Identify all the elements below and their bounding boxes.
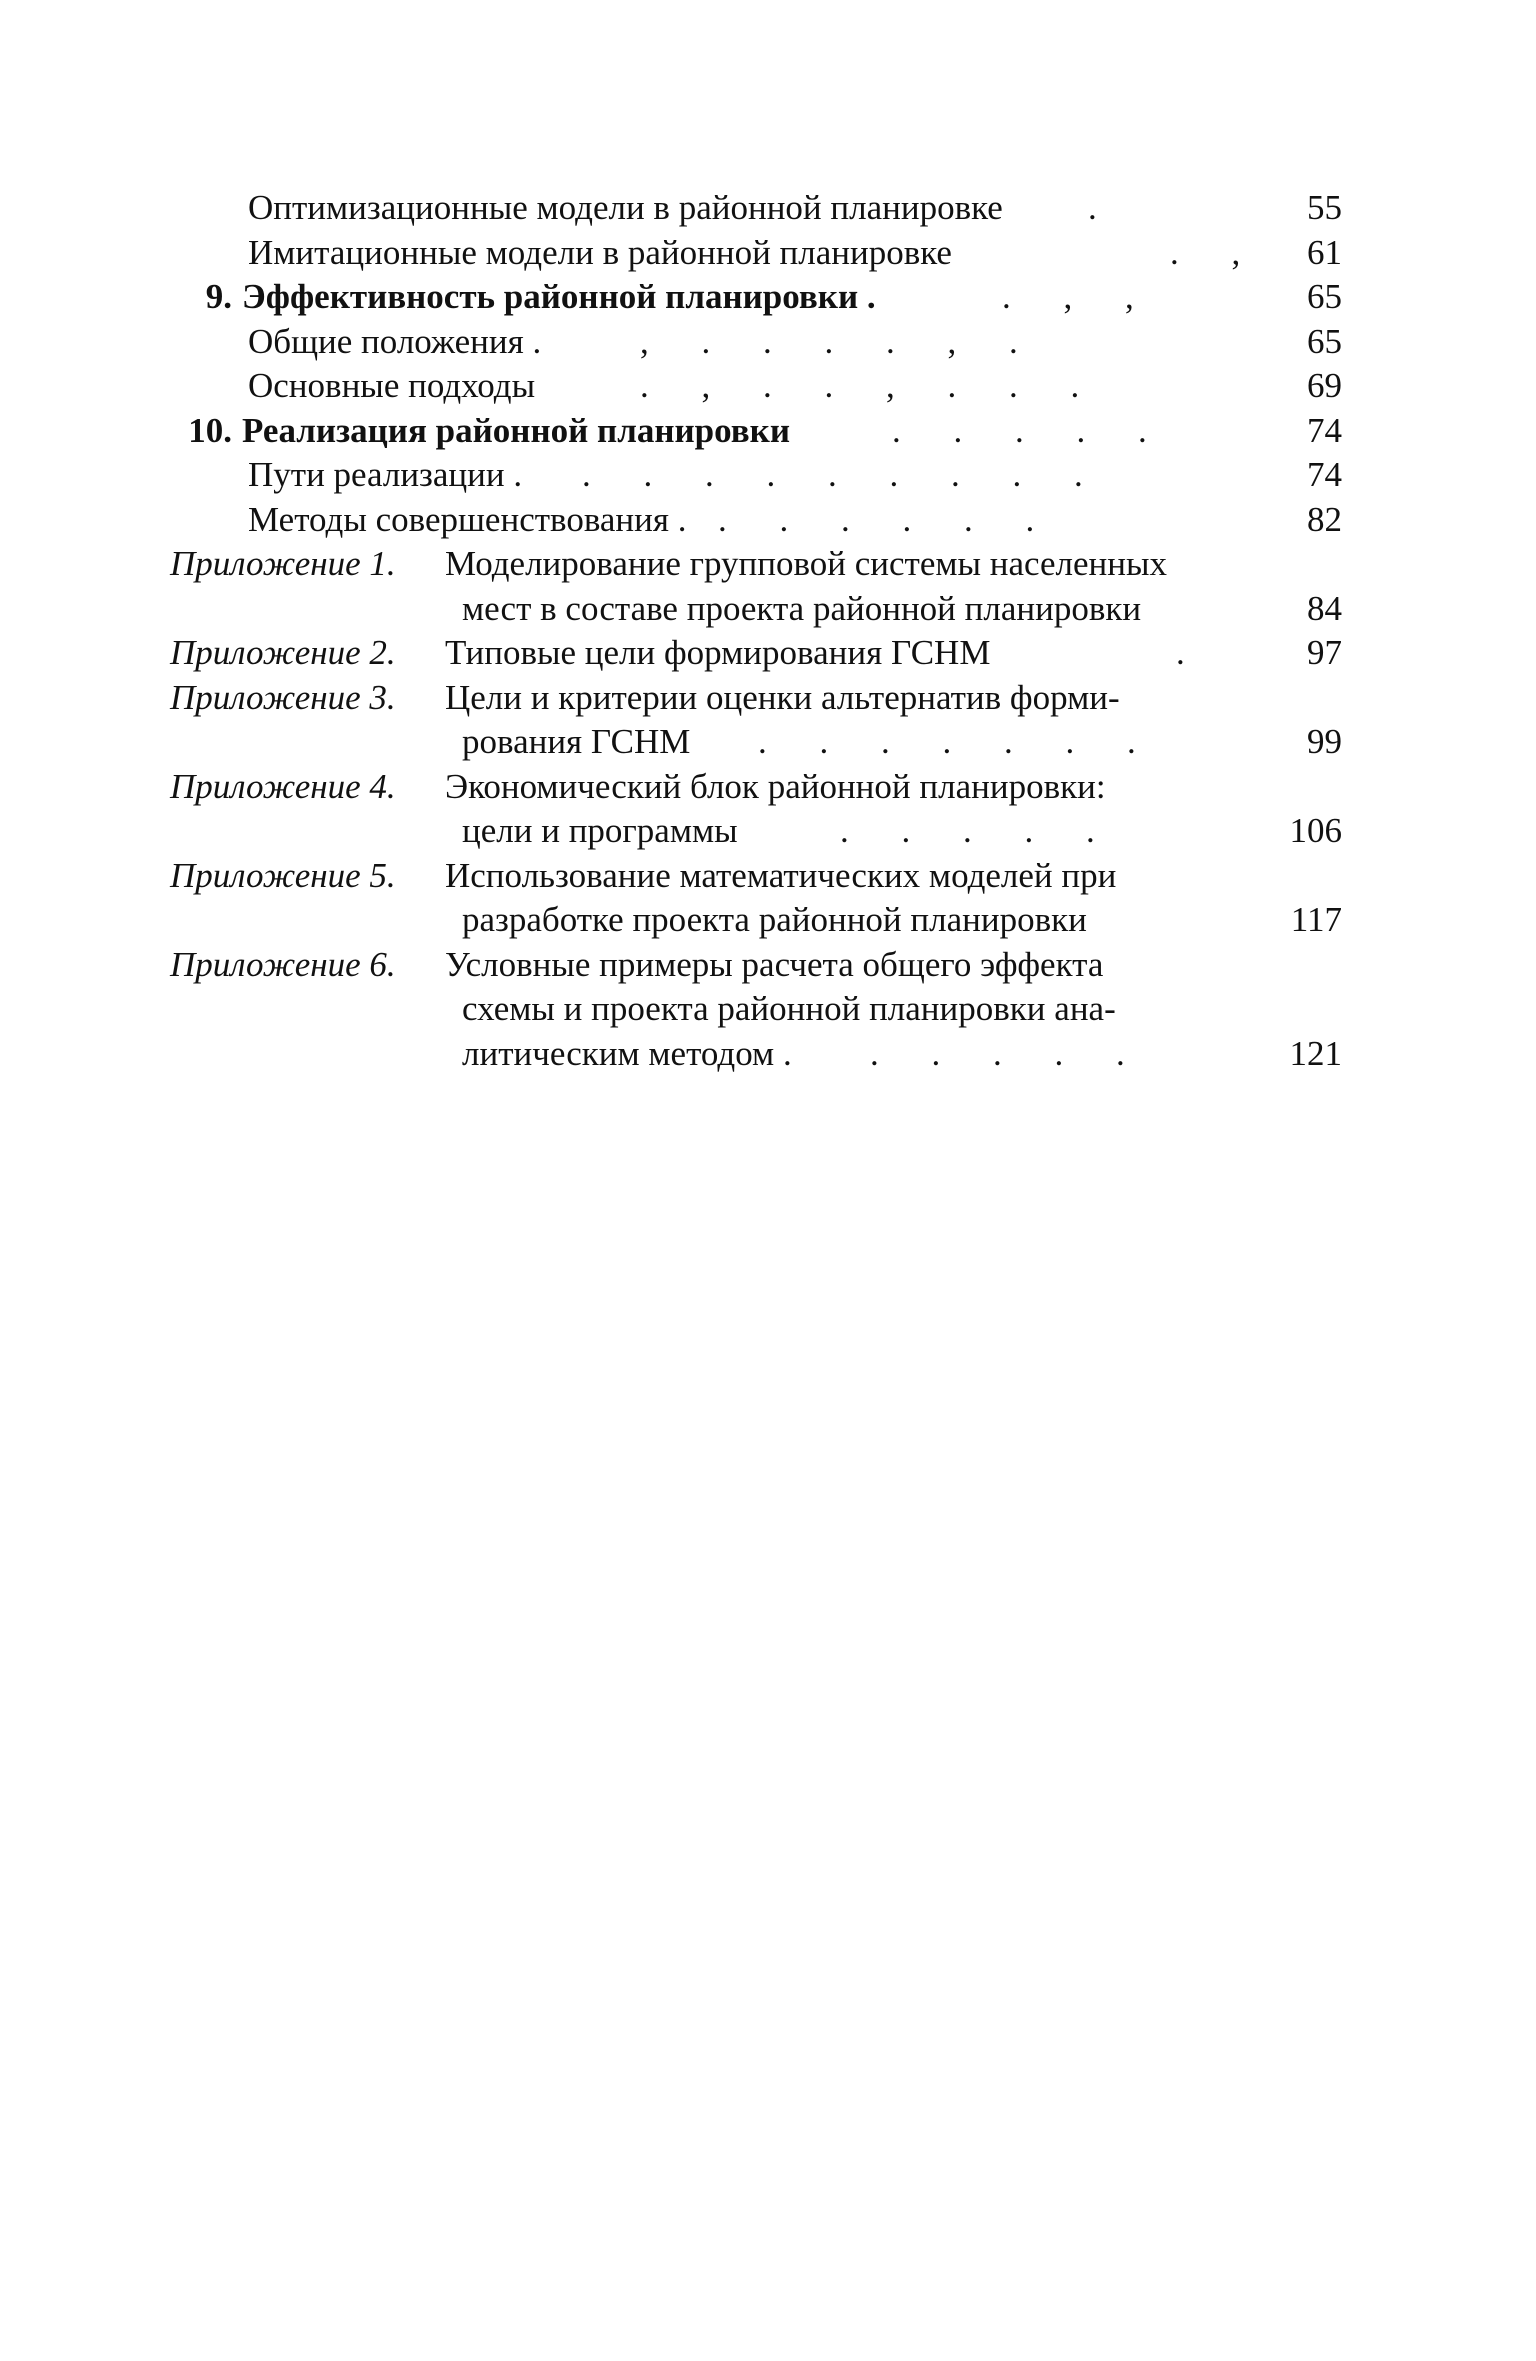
appendix-title-line: Использование математических моделей при <box>445 855 1117 895</box>
toc-leader: . . . . . <box>892 410 1169 450</box>
appendix-label: Приложение 4. <box>170 766 396 806</box>
toc-leader: . , <box>1170 232 1263 272</box>
toc-appendix-continued <box>170 809 1342 854</box>
toc-section <box>170 409 1342 454</box>
toc-appendix <box>170 631 1342 676</box>
toc-entry-title: Оптимизационные модели в районной планировке <box>248 188 1003 227</box>
toc-entry-title: Общие положения . <box>248 321 542 361</box>
appendix-label: Приложение 6. <box>170 944 396 984</box>
toc-section <box>170 275 1342 320</box>
toc-appendix <box>170 854 1342 899</box>
toc-section-number: 9. <box>205 277 232 316</box>
toc-leader: . . . . . . . <box>758 722 1158 761</box>
toc-entry-title: Методы совершенствования . <box>248 499 687 539</box>
appendix-title-line: цели и программы <box>462 811 738 850</box>
toc-leader: . . . . . <box>870 1033 1147 1073</box>
toc-page-number: 65 <box>1307 321 1342 361</box>
toc-leader: . . . . . . . . . <box>582 455 1105 494</box>
toc-page-number: 69 <box>1307 366 1342 405</box>
toc-appendix-continued <box>170 720 1342 765</box>
toc-appendix-continued <box>170 987 1342 1032</box>
toc-page-number: 65 <box>1307 277 1342 316</box>
appendix-label: Приложение 5. <box>170 855 396 895</box>
toc-section-title: Эффективность районной планировки . <box>242 277 876 316</box>
toc-leader: , . . . . , . <box>640 321 1040 361</box>
appendix-title-line: рования ГСНМ <box>462 722 691 761</box>
appendix-title-line: Моделирование групповой системы населенных <box>445 544 1168 583</box>
appendix-label: Приложение 3. <box>170 677 396 717</box>
toc-page-number: 117 <box>1290 900 1342 939</box>
toc-appendix <box>170 542 1342 587</box>
toc-entry <box>170 186 1342 231</box>
appendix-title-line: Цели и критерии оценки альтернатив форми- <box>445 677 1120 717</box>
toc-entry <box>170 453 1342 498</box>
appendix-title-line: Условные примеры расчета общего эффекта <box>445 944 1104 984</box>
appendix-title-line: Экономический блок районной планировки: <box>445 766 1106 806</box>
appendix-title-line: разработке проекта районной планировки <box>462 900 1087 939</box>
toc-section-title: Реализация районной планировки <box>242 410 790 450</box>
toc-appendix <box>170 765 1342 810</box>
appendix-label: Приложение 1. <box>170 544 396 583</box>
toc-page-number: 106 <box>1289 811 1342 850</box>
toc-page-number: 55 <box>1307 188 1342 227</box>
toc-page-number: 74 <box>1307 410 1342 450</box>
appendix-title-line: Типовые цели формирования ГСНМ <box>445 633 991 672</box>
toc-appendix-continued <box>170 898 1342 943</box>
appendix-title-line: мест в составе проекта районной планировки <box>462 588 1142 628</box>
toc-entry <box>170 364 1342 409</box>
toc-leader: . <box>1176 633 1207 672</box>
toc-page-number: 74 <box>1307 455 1342 494</box>
toc-leader: . . . . . <box>840 811 1117 850</box>
toc-page-number: 84 <box>1307 588 1342 628</box>
toc-leader: . . . . . . <box>718 499 1057 539</box>
toc-page-number: 97 <box>1307 633 1342 672</box>
toc-entry <box>170 320 1342 365</box>
toc-leader: . , . . , . . . <box>640 366 1102 405</box>
table-of-contents <box>170 186 1342 1076</box>
appendix-label: Приложение 2. <box>170 633 396 672</box>
toc-leader: . <box>1088 188 1119 227</box>
toc-entry-title: Имитационные модели в районной планировке <box>248 232 952 272</box>
toc-page-number: 82 <box>1307 499 1342 539</box>
toc-entry-title: Основные подходы <box>248 366 536 405</box>
toc-section-number: 10. <box>188 410 232 450</box>
toc-entry-title: Пути реализации . <box>248 455 523 494</box>
toc-leader: . , , <box>1002 277 1156 316</box>
toc-page-number: 99 <box>1307 722 1342 761</box>
toc-appendix-continued <box>170 1032 1342 1077</box>
toc-appendix <box>170 943 1342 988</box>
appendix-title-line: схемы и проекта районной планировки ана- <box>462 989 1116 1028</box>
toc-page-number: 121 <box>1289 1033 1342 1073</box>
toc-appendix <box>170 676 1342 721</box>
toc-entry <box>170 231 1342 276</box>
toc-entry <box>170 498 1342 543</box>
toc-page-number: 61 <box>1307 232 1342 272</box>
appendix-title-line: литическим методом . <box>462 1033 792 1073</box>
toc-appendix-continued <box>170 587 1342 632</box>
